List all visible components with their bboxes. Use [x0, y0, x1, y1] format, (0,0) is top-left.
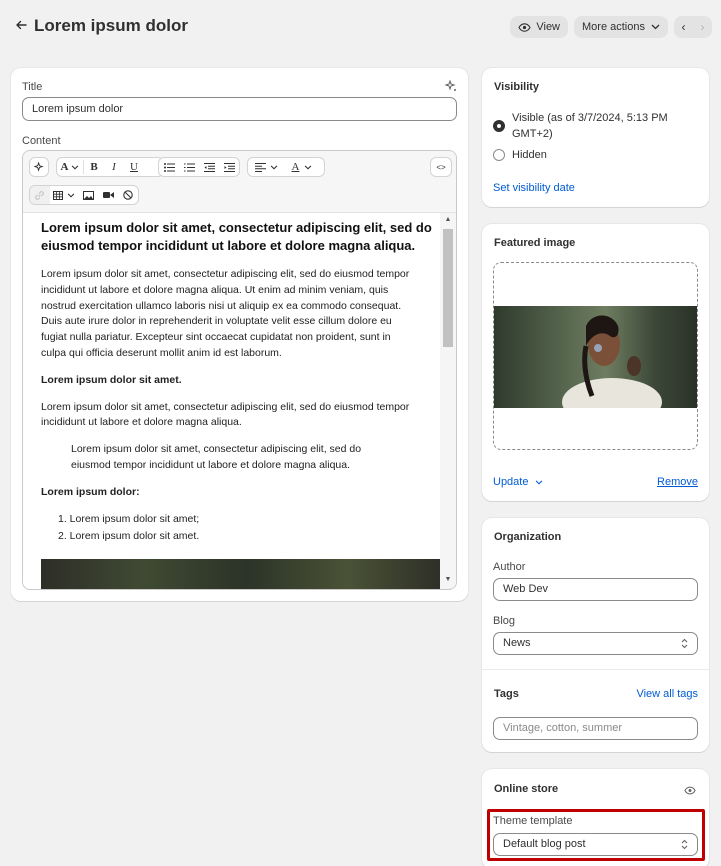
eye-icon — [518, 23, 531, 32]
chevron-down-icon — [67, 193, 75, 198]
paragraph-1-line: incididunt ut labore et dolore magna aliqua. Ut enim ad minim veniam, quis — [41, 284, 389, 296]
page-title: Lorem ipsum dolor — [34, 16, 188, 35]
align-left-icon — [255, 163, 266, 172]
bold-line-1: Lorem ipsum dolor sit amet. — [41, 374, 182, 386]
paragraph-1-line: Duis aute irure dolor in reprehenderit in voluptate velit esse cillum dolore eu — [41, 315, 392, 327]
update-label: Update — [493, 476, 529, 488]
clear-format-icon[interactable] — [118, 186, 138, 204]
chevron-down-icon — [651, 24, 660, 30]
scroll-down-icon[interactable]: ▼ — [444, 576, 452, 583]
organization-title: Organization — [494, 531, 562, 543]
list-item: 2. Lorem ipsum dolor sit amet. — [58, 530, 200, 542]
insert-image-icon[interactable] — [79, 186, 99, 204]
theme-template-label: Theme template — [493, 815, 573, 827]
more-actions-label: More actions — [582, 21, 645, 33]
content-heading: Lorem ipsum dolor sit amet, consectetur adipiscing elit, sed do eiusmod tempor incididunt ut labore et dolore magna aliqua. — [41, 220, 432, 253]
align-dropdown[interactable] — [248, 158, 284, 176]
update-dropdown[interactable] — [493, 476, 543, 488]
back-arrow-icon[interactable] — [12, 18, 30, 36]
editor-toolbar — [23, 151, 456, 213]
underline-button[interactable]: U — [130, 161, 138, 173]
top-actions — [510, 16, 712, 38]
indent-icon[interactable] — [219, 158, 239, 176]
top-bar — [0, 0, 721, 54]
outdent-icon[interactable] — [199, 158, 219, 176]
paragraph-1-line: nostrud exercitation ullamco laboris nisi ut aliquip ex ea commodo consequat. — [41, 300, 402, 312]
remove-link[interactable]: Remove — [657, 476, 698, 488]
editor-scrollbar[interactable] — [440, 213, 456, 589]
previous-icon[interactable]: ‹ — [681, 20, 686, 34]
align-color-group — [247, 157, 325, 177]
blog-select-value: News — [503, 637, 531, 649]
chevron-down-icon — [71, 165, 79, 170]
text-format-group — [56, 157, 164, 177]
online-store-title: Online store — [494, 783, 559, 795]
visible-label-line: Visible (as of 3/7/2024, 5:13 PM — [512, 112, 668, 124]
visibility-title: Visibility — [494, 81, 540, 93]
bold-button[interactable]: B — [90, 161, 98, 173]
text-color-dropdown[interactable] — [284, 158, 320, 176]
prev-next-nav — [674, 16, 712, 38]
text-color-label: A — [291, 161, 300, 173]
title-label: Title — [22, 81, 43, 93]
author-input[interactable]: Web Dev — [493, 578, 698, 601]
blockquote-line: Lorem ipsum dolor sit amet, consectetur adipiscing elit, sed do — [71, 443, 362, 455]
select-arrows-icon — [681, 638, 688, 651]
bold-line-2: Lorem ipsum dolor: — [41, 486, 140, 498]
font-style-label: A — [60, 161, 69, 173]
font-style-dropdown[interactable] — [57, 158, 83, 176]
chevron-down-icon — [304, 165, 312, 170]
list-item: 1. Lorem ipsum dolor sit amet; — [58, 513, 200, 525]
insert-group — [29, 185, 139, 205]
paragraph-2-line: Lorem ipsum dolor sit amet, consectetur adipiscing elit, sed do eiusmod tempor — [41, 401, 410, 413]
eye-icon[interactable] — [684, 783, 696, 798]
hidden-label: Hidden — [512, 149, 547, 161]
post-editor-card — [11, 68, 468, 601]
table-dropdown[interactable] — [50, 186, 79, 204]
paragraph-2-line: incididunt ut labore et dolore magna aliqua. — [41, 416, 242, 428]
featured-image-title: Featured image — [494, 237, 576, 249]
featured-image-card — [482, 224, 709, 501]
chevron-down-icon — [535, 480, 543, 485]
title-input[interactable]: Lorem ipsum dolor — [22, 97, 457, 121]
ai-generate-button[interactable] — [29, 157, 49, 177]
more-actions-button[interactable] — [574, 16, 668, 38]
magic-sparkle-icon[interactable] — [445, 80, 457, 95]
view-all-tags-link[interactable]: View all tags — [636, 688, 698, 700]
featured-image-photo — [494, 306, 697, 408]
view-button-label: View — [536, 21, 561, 33]
bullet-list-icon[interactable] — [159, 158, 179, 176]
content-label: Content — [22, 135, 61, 147]
hidden-radio[interactable] — [493, 149, 505, 161]
theme-template-highlight — [487, 809, 705, 861]
view-button[interactable] — [510, 16, 568, 38]
divider — [482, 669, 709, 670]
blog-label: Blog — [493, 615, 516, 627]
scroll-thumb[interactable] — [443, 229, 453, 347]
blockquote-line: eiusmod tempor incididunt ut labore et dolore magna aliqua. — [71, 459, 351, 471]
sparkle-icon — [30, 158, 48, 176]
tags-input[interactable]: Vintage, cotton, summer — [493, 717, 698, 740]
tags-title: Tags — [494, 688, 519, 700]
rich-text-editor — [22, 150, 457, 590]
paragraph-1-line: culpa qui officia deserunt mollit anim id est laborum. — [41, 347, 282, 359]
editor-content[interactable] — [23, 213, 456, 589]
visibility-card — [482, 68, 709, 207]
chevron-down-icon — [270, 165, 278, 170]
scroll-up-icon[interactable]: ▲ — [444, 216, 452, 223]
visible-radio[interactable] — [493, 120, 505, 132]
list-indent-group — [158, 157, 240, 177]
blog-select[interactable] — [493, 632, 698, 655]
theme-template-value: Default blog post — [503, 838, 586, 850]
paragraph-1-line: fugiat nulla pariatur. Excepteur sint occaecat cupidatat non proident, sunt in — [41, 331, 391, 343]
visible-label-line: GMT+2) — [512, 128, 553, 140]
image-dropzone[interactable] — [493, 262, 698, 450]
code-icon: <> — [436, 162, 446, 172]
link-icon — [30, 186, 50, 204]
numbered-list-icon[interactable] — [179, 158, 199, 176]
paragraph-1-line: Lorem ipsum dolor sit amet, consectetur adipiscing elit, sed do eiusmod tempor — [41, 268, 410, 280]
italic-button[interactable]: I — [112, 161, 116, 173]
next-icon: › — [700, 20, 705, 34]
set-visibility-date-link[interactable]: Set visibility date — [493, 182, 575, 194]
embedded-image — [41, 559, 451, 589]
author-label: Author — [493, 561, 526, 573]
html-toggle-button[interactable] — [430, 157, 452, 177]
table-icon — [53, 191, 63, 200]
insert-video-icon[interactable] — [99, 186, 119, 204]
organization-card — [482, 518, 709, 752]
